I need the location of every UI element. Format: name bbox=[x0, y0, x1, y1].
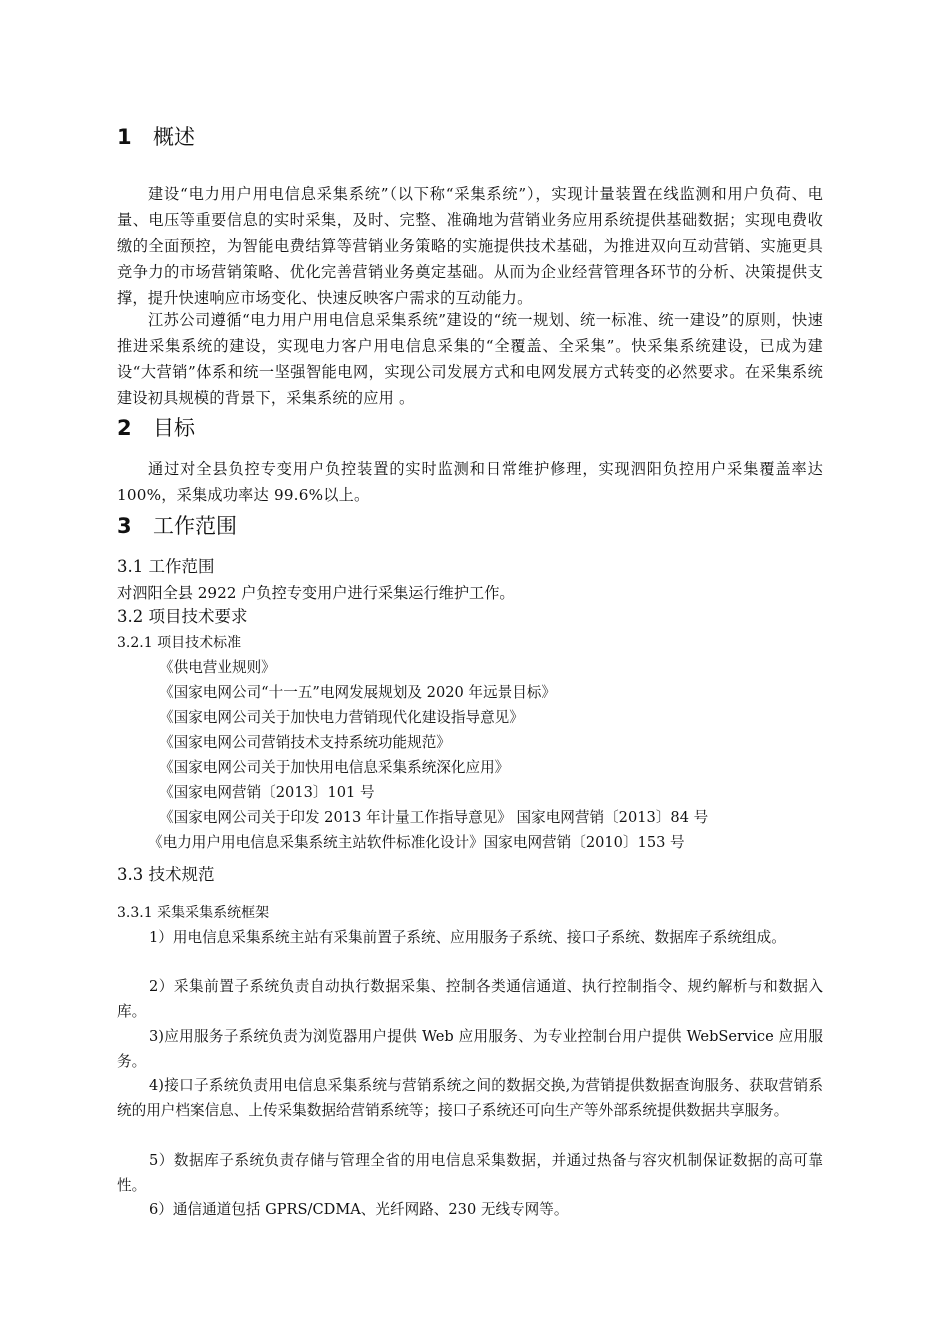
standard-item: 《国家电网公司“十一五”电网发展规划及 2020 年远景目标》 bbox=[159, 684, 556, 701]
subsection-heading-3-1: 3.1 工作范围 bbox=[117, 557, 215, 576]
framework-item-3: 3)应用服务子系统负责为浏览器用户提供 Web 应用服务、为专业控制台用户提供 WebService 应用服务。 bbox=[117, 1028, 823, 1070]
subsection-heading-3-2-1: 3.2.1 项目技术标准 bbox=[117, 635, 242, 651]
standard-item: 《国家电网营销〔2013〕101 号 bbox=[159, 784, 375, 801]
section-number: 2 bbox=[117, 416, 132, 440]
standard-item: 《国家电网公司营销技术支持系统功能规范》 bbox=[159, 734, 451, 751]
section-number: 3 bbox=[117, 514, 132, 538]
paragraph-overview-2: 江苏公司遵循“电力用户用电信息采集系统”建设的“统一规划、统一标准、统一建设”的原则，快速推进采集系统的建设，实现电力客户用电信息采集的“全覆盖、全采集”。快采集系统建设，已成为建设“大营销”体系和统一坚强智能电网，实现公司发展方式和电网发展方式转变的必然要求。在采集系统建设初具规模的背景下，采集系统的应用 。 bbox=[117, 311, 823, 407]
standard-item: 《供电营业规则》 bbox=[159, 659, 276, 676]
subsection-heading-3-3: 3.3 技术规范 bbox=[117, 865, 215, 884]
subsection-heading-3-2: 3.2 项目技术要求 bbox=[117, 607, 248, 626]
standard-item: 《国家电网公司关于加快电力营销现代化建设指导意见》 bbox=[159, 709, 524, 726]
subsection-heading-3-3-1: 3.3.1 采集采集系统框架 bbox=[117, 905, 270, 921]
section-number: 1 bbox=[117, 125, 132, 149]
paragraph-scope: 对泗阳全县 2922 户负控专变用户进行采集运行维护工作。 bbox=[117, 584, 515, 602]
framework-item-4: 4)接口子系统负责用电信息采集系统与营销系统之间的数据交换,为营销提供数据查询服务、获取营销系统的用户档案信息、上传采集数据给营销系统等；接口子系统还可向生产等外部系统提供数据共享服务。 bbox=[117, 1077, 823, 1119]
section-title: 目标 bbox=[153, 416, 195, 440]
paragraph-overview-1: 建设“电力用户用电信息采集系统”（以下称“采集系统”），实现计量装置在线监测和用户负荷、电量、电压等重要信息的实时采集，及时、完整、准确地为营销业务应用系统提供基础数据；实现电费收缴的全面预控，为智能电费结算等营销业务策略的实施提供技术基础，为推进双向互动营销、实施更具竞争力的市场营销策略、优化完善营销业务奠定基础。从而为企业经营管理各环节的分析、决策提供支撑，提升快速响应市场变化、快速反映客户需求的互动能力。 bbox=[117, 185, 823, 307]
standard-item: 《电力用户用电信息采集系统主站软件标准化设计》国家电网营销〔2010〕153 号 bbox=[148, 834, 685, 851]
section-title: 概述 bbox=[153, 125, 195, 149]
framework-item-5: 5）数据库子系统负责存储与管理全省的用电信息采集数据，并通过热备与容灾机制保证数据的高可靠性。 bbox=[117, 1152, 823, 1194]
framework-item-1: 1）用电信息采集系统主站有采集前置子系统、应用服务子系统、接口子系统、数据库子系统组成。 bbox=[149, 929, 786, 946]
framework-item-6: 6）通信通道包括 GPRS/CDMA、光纤网路、230 无线专网等。 bbox=[149, 1201, 569, 1218]
section-heading-2 bbox=[117, 414, 195, 442]
section-title: 工作范围 bbox=[153, 514, 237, 538]
standard-item: 《国家电网公司关于加快用电信息采集系统深化应用》 bbox=[159, 759, 510, 776]
framework-item-2: 2）采集前置子系统负责自动执行数据采集、控制各类通信通道、执行控制指令、规约解析与和数据入库。 bbox=[117, 978, 823, 1020]
section-heading-1 bbox=[117, 123, 195, 151]
section-heading-3 bbox=[117, 512, 237, 540]
paragraph-goal: 通过对全县负控专变用户负控装置的实时监测和日常维护修理，实现泗阳负控用户采集覆盖率达 100%，采集成功率达 99.6%以上。 bbox=[117, 460, 823, 504]
standard-item: 《国家电网公司关于印发 2013 年计量工作指导意见》 国家电网营销〔2013〕84 号 bbox=[159, 809, 709, 826]
